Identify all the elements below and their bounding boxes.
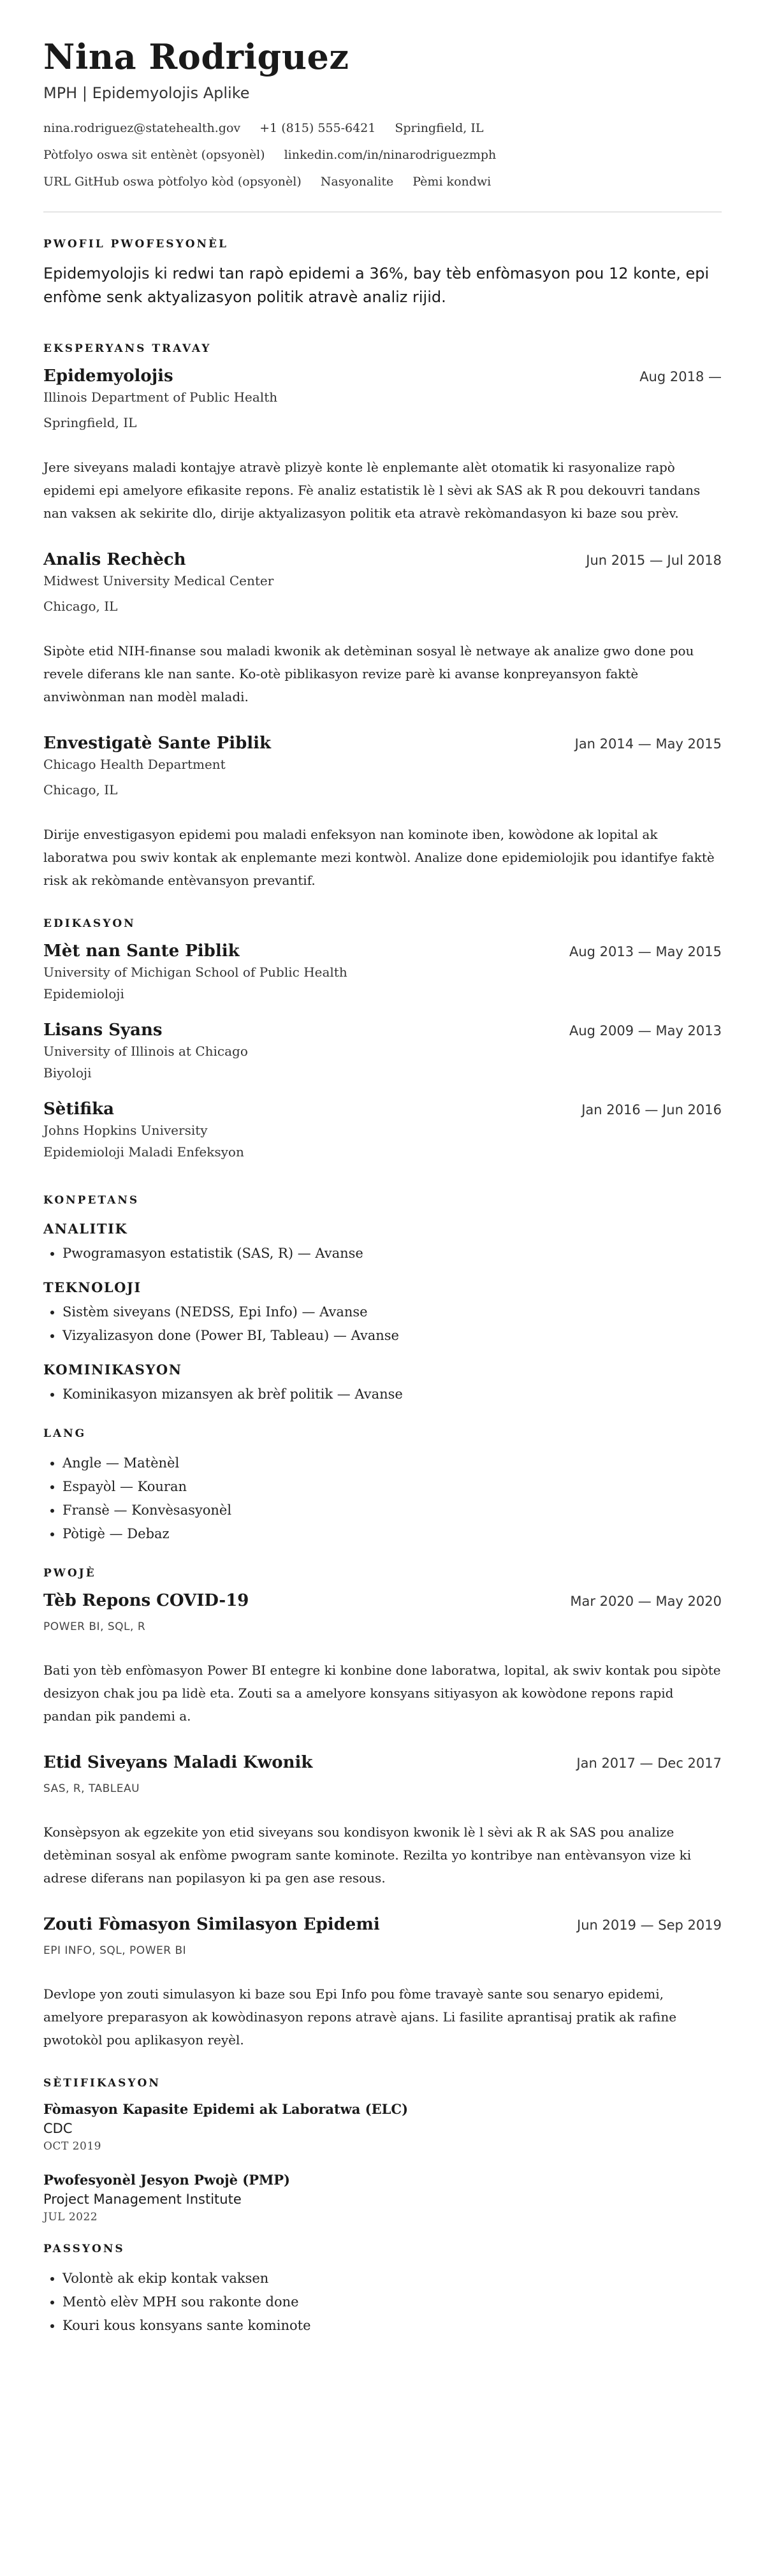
project-description: Bati yon tèb enfòmasyon Power BI entegre ki konbine done laboratwa, lopital, ak swiv kontak pou sipòte desizyon chak jou pa lidè eta. Zouti sa a amelyore konsyans sitiyasyon ak kowòdone repons rapid pandan pik pandemi a. — [43, 1663, 721, 1724]
project-date: Jun 2019 — Sep 2019 — [577, 1917, 722, 1933]
field-of-study: Epidemioloji — [43, 986, 124, 1002]
skill-group-title: TEKNOLOJI — [43, 1279, 142, 1296]
degree-title: Lisans Syans — [43, 1021, 163, 1040]
hobby-item: • Kouri kous konsyans sante kominote — [62, 2314, 722, 2338]
candidate-headline: MPH | Epidemyolojis Aplike — [43, 84, 250, 103]
job-org: Midwest University Medical Center — [43, 573, 274, 589]
section-title-certifications: SÈTIFIKASYON — [43, 2077, 161, 2090]
project-title: Tèb Repons COVID-19 — [43, 1591, 249, 1611]
language-item: • Angle — Matènèl — [62, 1452, 722, 1475]
section-title-hobbies: PASSYONS — [43, 2243, 125, 2256]
job-location: Springfield, IL — [43, 415, 137, 431]
candidate-name: Nina Rodriguez — [43, 36, 349, 77]
school-name: University of Michigan School of Public Health — [43, 964, 347, 980]
field-of-study: Epidemioloji Maladi Enfeksyon — [43, 1144, 244, 1160]
contact-row-1 — [43, 121, 722, 135]
certifications-section — [43, 2077, 722, 2223]
school-name: Johns Hopkins University — [43, 1123, 208, 1139]
project-date: Mar 2020 — May 2020 — [570, 1594, 722, 1610]
contact-license: Pèmi kondwi — [412, 175, 492, 189]
hobbies-section — [43, 2243, 722, 2337]
contact-row-3 — [43, 175, 722, 189]
section-title-projects: PWOJÈ — [43, 1567, 96, 1580]
project-entry — [43, 1753, 722, 1889]
projects-section — [43, 1567, 722, 2051]
skill-list — [43, 1242, 722, 1265]
certification-issuer: Project Management Institute — [43, 2192, 242, 2208]
experience-entry — [43, 550, 722, 708]
job-description: Dirije envestigasyon epidemi pou maladi enfeksyon nan kominote iben, kowòdone ak lopital ak laboratwa pou swiv kontak ak enplemante mezi kontwòl. Analize done epidemiolojik pou idantifye faktè risk ak rekòmande entèvansyon prevantif. — [43, 827, 715, 889]
language-item: • Espayòl — Kouran — [62, 1475, 722, 1499]
skill-group-title: KOMINIKASYON — [43, 1361, 182, 1378]
contact-location: Springfield, IL — [395, 121, 484, 136]
certification-name: Fòmasyon Kapasite Epidemi ak Laboratwa (ELC) — [43, 2101, 409, 2118]
hobby-item: • Volontè ak ekip kontak vaksen — [62, 2267, 722, 2290]
degree-date: Jan 2016 — Jun 2016 — [581, 1102, 722, 1118]
section-title-skills: KONPETANS — [43, 1194, 140, 1207]
skill-item: • Vizyalizasyon done (Power BI, Tableau) — Avanse — [62, 1324, 722, 1348]
summary-text: Epidemyolojis ki redwi tan rapò epidemi a 36%, bay tèb enfòmasyon pou 12 konte, epi enfòme senk aktyalizasyon politik atravè analiz rijid. — [43, 265, 710, 307]
job-title: Envestigatè Sante Piblik — [43, 734, 272, 753]
skill-group-title: ANALITIK — [43, 1221, 128, 1237]
job-org: Chicago Health Department — [43, 757, 226, 773]
job-title: Analis Rechèch — [43, 550, 186, 570]
summary-section — [43, 238, 722, 309]
contact-linkedin[interactable]: linkedin.com/in/ninarodriguezmph — [284, 148, 497, 163]
job-title: Epidemyolojis — [43, 367, 173, 386]
degree-title: Mèt nan Sante Piblik — [43, 942, 240, 961]
school-name: University of Illinois at Chicago — [43, 1044, 248, 1059]
project-date: Jan 2017 — Dec 2017 — [576, 1756, 722, 1772]
project-tech: POWER BI, SQL, R — [43, 1620, 146, 1634]
project-title: Etid Siveyans Maladi Kwonik — [43, 1753, 313, 1773]
project-description: Devlope yon zouti simulasyon ki baze sou Epi Info pou fòme travayè sante sou senaryo epidemi, amelyore preparasyon ak kowòdinasyon repons atravè ajans. Li fasilite aprantisaj pratik ak rafine pwotokòl pou aplikasyon reyèl. — [43, 1986, 677, 2048]
skill-list — [43, 1383, 722, 1406]
skill-item: • Kominikasyon mizansyen ak brèf politik — Avanse — [62, 1383, 722, 1406]
contact-row-2 — [43, 148, 722, 162]
project-tech: SAS, R, TABLEAU — [43, 1782, 140, 1796]
skill-item: • Pwogramasyon estatistik (SAS, R) — Avanse — [62, 1242, 722, 1265]
section-title-education: EDIKASYON — [43, 917, 136, 931]
hobby-list — [43, 2267, 722, 2337]
job-date: Jun 2015 — Jul 2018 — [586, 553, 722, 569]
project-tech: EPI INFO, SQL, POWER BI — [43, 1944, 187, 1958]
contact-github[interactable]: URL GitHub oswa pòtfolyo kòd (opsyonèl) — [43, 175, 302, 189]
degree-date: Aug 2009 — May 2013 — [569, 1023, 722, 1039]
language-item: • Pòtigè — Debaz — [62, 1522, 722, 1546]
job-date: Aug 2018 — — [639, 369, 722, 385]
project-description: Konsèpsyon ak egzekite yon etid siveyans sou kondisyon kwonik lè l sèvi ak R ak SAS pou analize detèminan sosyal ak enfòme pwogram sante kominote. Rezilta yo kontribye nan entèvansyon vize ki adrese diferans nan popilasyon ki pa gen ase resous. — [43, 1824, 692, 1886]
certification-entry — [43, 2101, 722, 2153]
job-description: Sipòte etid NIH-finanse sou maladi kwonik ak detèminan sosyal lè netwaye ak analize gwo done pou revele diferans kle nan sante. Ko-otè piblikasyon revize parè ki avanse konpreyansyon faktè anviwònman nan modèl maladi. — [43, 643, 694, 705]
education-section — [43, 917, 722, 1185]
skill-list — [43, 1300, 722, 1348]
contact-portfolio[interactable]: Pòtfolyo oswa sit entènèt (opsyonèl) — [43, 148, 265, 163]
languages-section — [43, 1427, 722, 1558]
education-entry — [43, 942, 722, 1001]
degree-date: Aug 2013 — May 2015 — [569, 944, 722, 960]
section-title-experience: EKSPERYANS TRAVAY — [43, 342, 212, 356]
certification-date: JUL 2022 — [43, 2211, 98, 2224]
project-entry — [43, 1591, 722, 1728]
certification-name: Pwofesyonèl Jesyon Pwojè (PMP) — [43, 2172, 290, 2188]
section-title-summary: PWOFIL PWOFESYONÈL — [43, 238, 228, 251]
contact-phone[interactable]: +1 (815) 555-6421 — [259, 121, 376, 136]
experience-entry — [43, 734, 722, 892]
language-item: • Fransè — Konvèsasyonèl — [62, 1499, 722, 1522]
job-date: Jan 2014 — May 2015 — [574, 736, 722, 752]
skills-section — [43, 1194, 722, 1418]
language-list — [43, 1452, 722, 1545]
certification-entry — [43, 2172, 722, 2223]
job-location: Chicago, IL — [43, 782, 118, 798]
job-org: Illinois Department of Public Health — [43, 389, 278, 405]
education-entry — [43, 1021, 722, 1081]
field-of-study: Biyoloji — [43, 1065, 92, 1081]
project-title: Zouti Fòmasyon Similasyon Epidemi — [43, 1915, 380, 1935]
contact-email[interactable]: nina.rodriguez@statehealth.gov — [43, 121, 241, 136]
certification-issuer: CDC — [43, 2121, 73, 2137]
project-entry — [43, 1915, 722, 2051]
education-entry — [43, 1100, 722, 1160]
degree-title: Sètifika — [43, 1100, 114, 1119]
certification-date: OCT 2019 — [43, 2140, 101, 2153]
section-title-languages: LANG — [43, 1427, 87, 1441]
hobby-item: • Mentò elèv MPH sou rakonte done — [62, 2290, 722, 2314]
experience-entry — [43, 367, 722, 525]
job-description: Jere siveyans maladi kontajye atravè plizyè konte lè enplemante alèt otomatik ki rasyonalize rapò epidemi epi amelyore efikasite repons. Fè analiz estatistik lè l sèvi ak SAS ak R pou dekouvri tandans nan vaksen ak sekirite dlo, dirije aktyalizasyon politik eta atravè rekòmandasyon ki baze sou prèv. — [43, 460, 701, 521]
contact-nationality: Nasyonalite — [320, 175, 394, 189]
job-location: Chicago, IL — [43, 599, 118, 615]
skill-item: • Sistèm siveyans (NEDSS, Epi Info) — Avanse — [62, 1300, 722, 1324]
experience-section — [43, 342, 722, 892]
resume-header — [43, 37, 722, 189]
